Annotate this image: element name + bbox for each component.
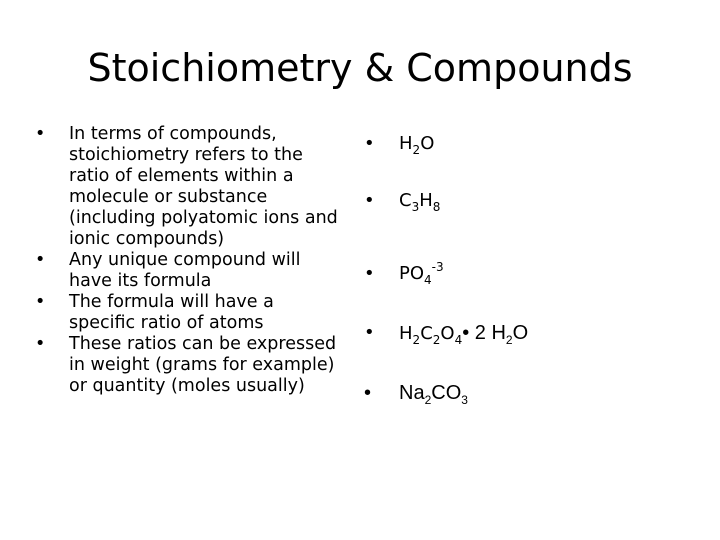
bullet-item [35,250,345,292]
formula-hydrate [462,322,529,347]
formula-part: Na [399,382,425,404]
formula-part: O [440,323,455,344]
formula-subscript: 8 [432,200,441,214]
formula-part: H [399,133,413,154]
formula-subscript: 2 [432,333,441,347]
formula-subscript: 3 [461,393,468,407]
formula-part: • 2 H [462,322,506,344]
formula-part: C [420,323,433,344]
bullet-item [35,124,345,250]
bullet-dot: • [35,334,46,354]
bullet-dot: • [364,190,375,211]
formula-c3h8 [364,190,440,212]
left-column [35,124,345,397]
formula-part: O [420,133,435,154]
bullet-dot: • [364,133,375,154]
formula-charge: -3 [431,260,444,274]
formula-subscript: 2 [505,333,513,347]
formula-part: H [399,323,413,344]
formula-part: PO [399,263,425,284]
bullet-text: Any unique compound will have its formula [69,250,301,291]
formula-h2o [364,133,434,155]
formula-part: CO [431,382,462,404]
formula-oxalic-acid-dihydrate [364,322,528,345]
formula-po4 [364,260,444,287]
bullet-text: These ratios can be expressed in weight (grams for example) or quantity (moles usually) [69,334,337,396]
bullet-dot: • [35,292,46,312]
formula-part: O [512,322,529,344]
formula-subscript: 2 [424,393,432,407]
bullet-dot: • [364,382,372,404]
formula-part: C [399,190,412,211]
slide-title: Stoichiometry & Compounds [87,46,633,90]
bullet-text: The formula will have a specific ratio of atoms [69,292,274,333]
bullet-dot: • [35,124,46,144]
bullet-item [35,292,345,334]
bullet-text: In terms of compounds, stoichiometry refers to the ratio of elements within a molecule or substance (including polyatomic ions and ionic compounds) [69,124,338,249]
formula-subscript: 2 [412,143,421,157]
bullet-dot: • [364,263,375,284]
formula-part: H [419,190,433,211]
bullet-dot: • [364,322,375,343]
formula-na2co3 [364,382,468,407]
formula-subscript: 4 [424,273,432,287]
formula-subscript: 4 [454,333,463,347]
bullet-list [35,124,345,397]
formula-subscript: 2 [412,333,421,347]
formula-subscript: 3 [411,200,420,214]
bullet-item [35,334,345,397]
bullet-dot: • [35,250,46,270]
